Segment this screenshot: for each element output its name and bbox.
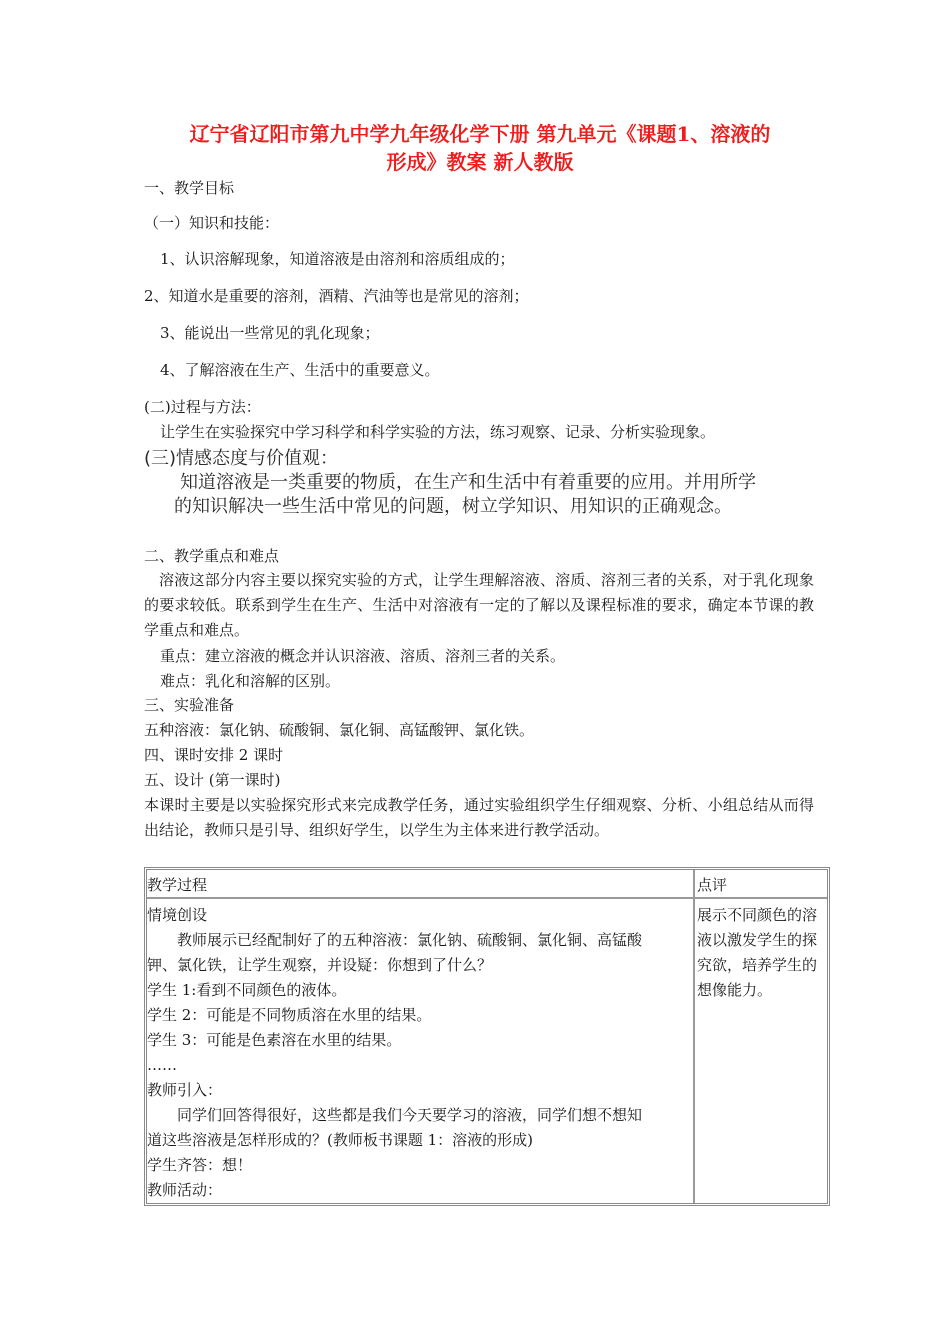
experiment-materials: 五种溶液：氯化钠、硫酸铜、氯化铜、高锰酸钾、氯化铁。: [144, 721, 535, 739]
process-line: 学生齐答：想！: [147, 1156, 253, 1174]
process-line: 同学们回答得很好，这些都是我们今天要学习的溶液，同学们想不想知: [147, 1106, 643, 1124]
comment-line: 展示不同颜色的溶: [697, 906, 818, 924]
process-line: 教师活动：: [147, 1181, 223, 1199]
process-method-text: 让学生在实验探究中学习科学和科学实验的方法，练习观察、记录、分析实验现象。: [160, 423, 716, 441]
section-4-heading: 四、课时安排 2 课时: [144, 746, 284, 764]
section-2-paragraph: 溶液这部分内容主要以探究实验的方式，让学生理解溶液、溶质、溶剂三者的关系，对于乳化现象的要求较低。联系到学生在生产、生活中对溶液有一定的了解以及课程标准的要求，确定本节课的教学重点和难点。: [144, 571, 814, 639]
lesson-process-table: [144, 867, 830, 1206]
difficult-point: 难点：乳化和溶解的区别。: [160, 672, 341, 690]
table-header-row: [147, 870, 827, 899]
section-1-heading: 一、教学目标: [144, 179, 235, 197]
process-line: 学生 3：可能是色素溶在水里的结果。: [147, 1031, 402, 1049]
process-line: 道这些溶液是怎样形成的？(教师板书课题 1：溶液的形成): [147, 1131, 534, 1149]
comment-line: 液以激发学生的探: [697, 931, 818, 949]
comment-line: 想像能力。: [697, 981, 773, 999]
attitude-values-heading: (三)情感态度与价值观：: [144, 448, 339, 469]
knowledge-skills-heading: （一）知识和技能：: [144, 214, 280, 232]
objective-item-2: 2、知道水是重要的溶剂，酒精、汽油等也是常见的溶剂；: [144, 287, 529, 305]
attitude-values-line-1: 知道溶液是一类重要的物质，在生产和生活中有着重要的应用。并用所学: [180, 472, 756, 493]
process-method-heading: (二)过程与方法：: [144, 398, 261, 416]
comment-line: 究欲，培养学生的: [697, 956, 818, 974]
process-line: ……: [147, 1056, 177, 1074]
header-teaching-process: 教学过程: [147, 876, 208, 894]
header-comment: 点评: [697, 876, 728, 894]
attitude-values-line-2: 的知识解决一些生活中常见的问题，树立学知识、用知识的正确观念。: [174, 496, 732, 517]
title-line-1: 辽宁省辽阳市第九中学九年级化学下册 第九单元《课题1、溶液的: [189, 122, 771, 146]
comment-cell: [697, 903, 827, 1003]
objective-item-4: 4、了解溶液在生产、生活中的重要意义。: [160, 361, 440, 379]
objective-item-3: 3、能说出一些常见的乳化现象；: [160, 324, 380, 342]
process-line: 学生 1:看到不同颜色的液体。: [147, 981, 347, 999]
document-title: [140, 120, 820, 176]
process-line: 情境创设: [147, 906, 208, 924]
objective-item-1: 1、认识溶解现象，知道溶液是由溶剂和溶质组成的；: [160, 250, 515, 268]
section-5-paragraph: 本课时主要是以实验探究形式来完成教学任务，通过实验组织学生仔细观察、分析、小组总结从而得出结论，教师只是引导、组织好学生，以学生为主体来进行教学活动。: [144, 796, 814, 839]
process-line: 教师展示已经配制好了的五种溶液：氯化钠、硫酸铜、氯化铜、高锰酸: [147, 931, 643, 949]
process-line: 钾、氯化铁，让学生观察，并设疑：你想到了什么？: [147, 956, 493, 974]
section-3-heading: 三、实验准备: [144, 696, 235, 714]
process-line: 学生 2：可能是不同物质溶在水里的结果。: [147, 1006, 432, 1024]
process-line: 教师引入：: [147, 1081, 223, 1099]
key-point: 重点：建立溶液的概念并认识溶液、溶质、溶剂三者的关系。: [160, 647, 566, 665]
teaching-process-cell: [147, 903, 692, 1203]
section-5-heading: 五、设计 (第一课时): [144, 771, 281, 789]
column-divider: [693, 870, 695, 1203]
section-2-heading: 二、教学重点和难点: [144, 547, 280, 565]
title-line-2: 形成》教案 新人教版: [386, 150, 574, 174]
